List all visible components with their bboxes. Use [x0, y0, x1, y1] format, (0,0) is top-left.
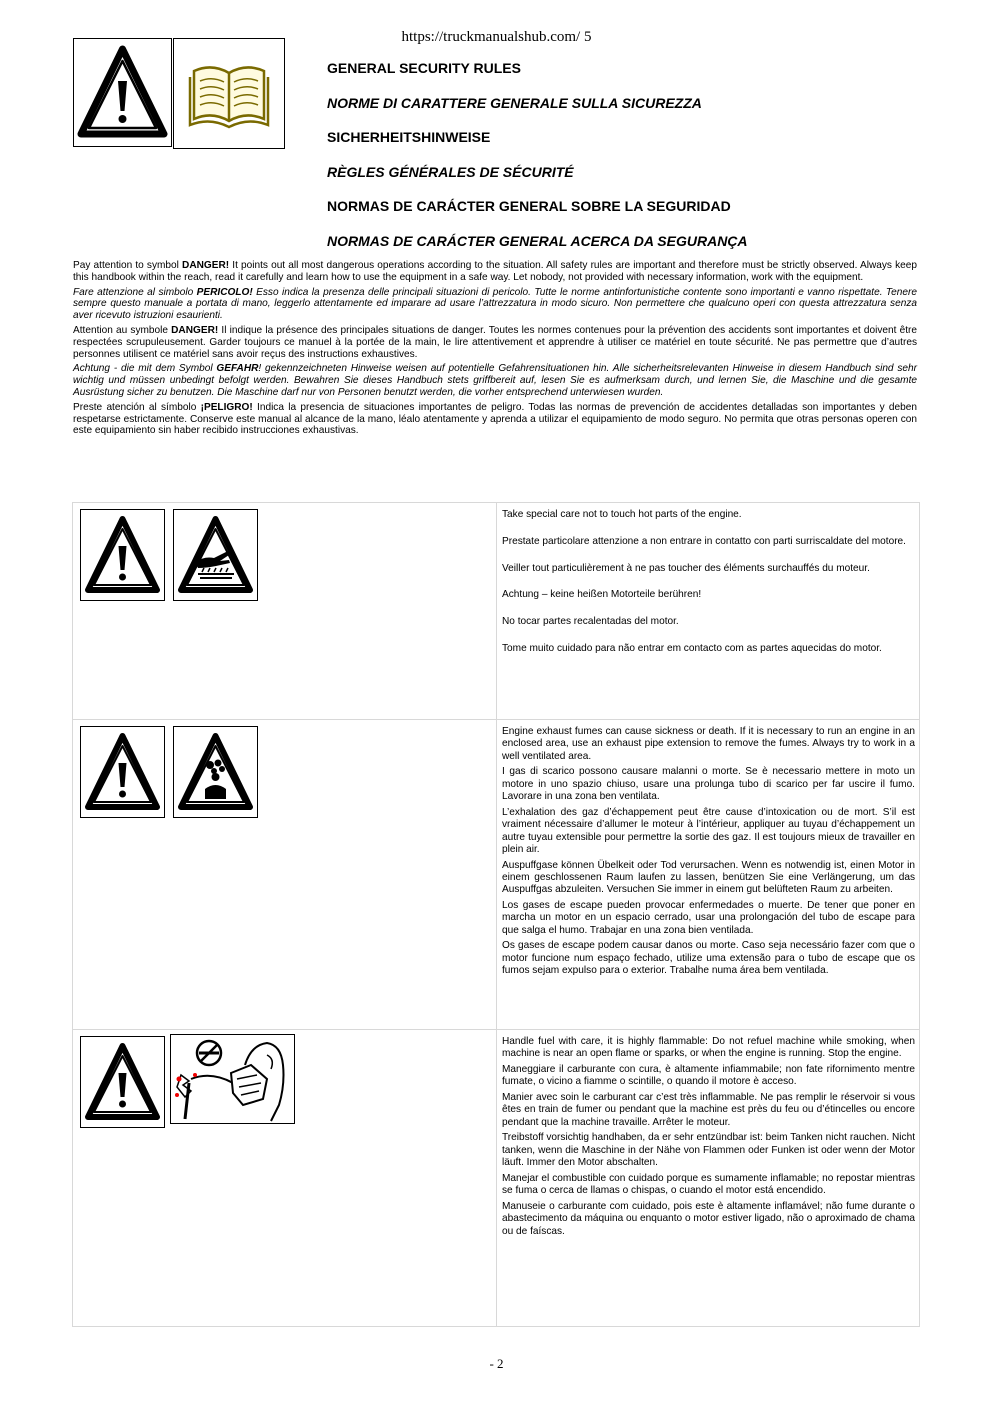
table-row — [73, 1030, 919, 1326]
title-en: GENERAL SECURITY RULES — [327, 60, 521, 76]
title-block — [327, 60, 748, 268]
intro-es: Preste atención al símbolo ¡PELIGRO! Indica la presencia de situaciones importantes de peligro. Todas las normas de prevención de accidentes detalladas son importantes y deben respetarse estrictamente. Conserve este manual al alcance de la mano, léalo atentamente y aprenda a utilizar el equipamiento de modo seguro. No permita que otras personas operen con este equipamiento sin haber recibido instrucciones exhaustivas. — [73, 401, 917, 437]
text-fr: Manier avec soin le carburant car c’est très inflammable. Ne pas remplir le réservoir si vous êtes en train de fumer ou pendant que la machine est près du feu ou d’étincelles ou encore pendant que la machine travaille. Arrêter le moteur. — [502, 1092, 915, 1128]
intro-fr: Attention au symbole DANGER! Il indique la présence des principales situations de danger. Toutes les normes contenues pour la prévention des accidents sont importantes et doivent être respectées scrupuleusement. Garder toujours ce manuel à la portée de la main, le lire attentivement et apprendre à utiliser ce matériel en toute sécurité. Ne pas permettre que d’autres personnes utilisent ce matériel sans avoir reçus des instructions exhaustives. — [73, 324, 917, 360]
intro-en: Pay attention to symbol DANGER! It points out all most dangerous operations according to the situation. All safety rules are important and therefore must be strictly observed. Always keep this handbook within the reach, read it carefully and learn how to use the equipment in a safe way. Let nobody, not provided with necessary information, work with the equipment. — [73, 260, 917, 283]
warning-triangle-icon — [80, 509, 165, 601]
title-it: NORME DI CARATTERE GENERALE SULLA SICUREZZA — [327, 94, 702, 111]
title-es: NORMAS DE CARÁCTER GENERAL SOBRE LA SEGURIDAD — [327, 198, 731, 215]
intro-it: Fare attenzione al simbolo PERICOLO! Esso indica la presenza delle principali situazioni di pericolo. Tutte le norme antinfortunistiche contente sono importanti e vanno rispettate. Tenere sempre questo manuale a portata di mano, leggerlo attentamente ed imparare ad usare l’attrezzatura in modo sicuro. Non permettere che qualcuno operi con questa attrezzatura senza aver ricevuto istruzioni esaurienti. — [73, 286, 917, 322]
text-de: Treibstoff vorsichtig handhaben, da er sehr entzündbar ist: beim Tanken nicht rauchen. Nicht tanken, wenn die Maschine in der Nähe von Flammen oder Funken ist oder wenn der Motor läuft. Immer den Motor abschalten. — [502, 1132, 915, 1169]
text-pt: Manuseie o carburante com cuidado, pois este è altamente inflamável; não fume durante o abastecimento da máquina ou enquanto o motor estiver ligado, não o aproximado de chama ou de faíscas. — [502, 1200, 915, 1237]
text-fr: L’exhalation des gaz d’échappement peut être cause d’intoxication ou de mort. S’il est vraiment nécessaire d’allumer le moteur à l’intérieur, appliquer au tuyau d’échappement un autre tuyau extensible pour permettre la sortie des gaz. Il est toujours mieux de travailler en plein air. — [502, 806, 915, 856]
hot-surface-icon — [173, 509, 258, 601]
row-text — [496, 503, 920, 719]
text-de: Achtung – keine heißen Motorteile berühren! — [502, 589, 702, 601]
text-pt: Os gases de escape podem causar danos ou morte. Caso seja necessário fazer com que o motor funcione num espaço fechado, utilize uma extensão para o tubo de escape que os fumos sejam expulso para o exterior. Trabalhe numa área bem ventilada. — [502, 940, 915, 977]
text-es: Los gases de escape pueden provocar enfermedades o muerte. De tener que poner en marcha un motor en un espacio cerrado, usar una prolongación del tubo de escape para que salga el humo. Trabajar en una zona bien ventilada. — [502, 900, 915, 936]
read-manual-icon — [173, 38, 285, 149]
text-en: Engine exhaust fumes can cause sickness or death. If it is necessary to run an engine in an enclosed area, use an exhaust pipe extension to remove the fumes. Always try to work in a well ventilated area. — [502, 726, 915, 762]
text-it: Prestate particolare attenzione a non entrare in contatto con parti surriscaldate del motore. — [502, 535, 906, 547]
no-smoking-refuel-icon — [170, 1034, 295, 1124]
text-en: Handle fuel with care, it is highly flammable: Do not refuel machine while smoking, when machine is near an open flame or sparks, or when the engine is running. Stop the engine. — [502, 1036, 915, 1060]
text-fr: Veiller tout particulièrement à ne pas toucher des éléments surchauffés du moteur. — [502, 562, 870, 574]
text-en: Take special care not to touch hot parts of the engine. — [502, 509, 742, 520]
intro-de: Achtung - die mit dem Symbol GEFAHR! gekennzeichneten Hinweise weisen auf potentielle Gefahrensituationen hin. Alle sicherheitsrelevanten Hinweise in diesem Handbuch sind sehr wichtig und müssen unbedingt befolgt werden. Bewahren Sie dieses Handbuch stets griffbereit auf, lesen Sie es aufmerksam durch, und lernen Sie, die Maschine und die gesamte Ausrüstung sicher zu benutzen. Die Maschine darf nur von Personen benutzt werden, die vorher entsprechend unterwiesen wurden. — [73, 363, 917, 398]
title-fr: RÈGLES GÉNÉRALES DE SÉCURITÉ — [327, 163, 574, 180]
table-row — [73, 720, 919, 1030]
warning-triangle-icon — [80, 1036, 165, 1128]
text-pt: Tome muito cuidado para não entrar em contacto com as partes aquecidas do motor. — [502, 642, 882, 654]
table-row — [73, 503, 919, 720]
row-text — [496, 1030, 920, 1326]
text-it: Maneggiare il carburante con cura, è altamente infiammabile; non fate rifornimento mentre fumate, o vicino a fiamme o scintille, o quando il motore è acceso. — [502, 1064, 915, 1088]
source-url: https://truckmanualshub.com/ 5 — [401, 29, 592, 45]
page-number: - 2 — [489, 1356, 504, 1371]
title-pt: NORMAS DE CARÁCTER GENERAL ACERCA DA SEGURANÇA — [327, 232, 748, 249]
text-de: Auspuffgase können Übelkeit oder Tod verursachen. Wenn es notwendig ist, einen Motor in einem geschlossenen Raum laufen zu lassen, benützen Sie eine Verlängerung, um das Auspuffgas abzuleiten. Versuchen Sie immer in einem gut belüfteten Raum zu arbeiten. — [502, 859, 915, 896]
text-es: Manejar el combustible con cuidado porque es sumamente inflamable; no repostar mientras se fuma o cerca de llamas o chispas, o cuando el motor está encendido. — [502, 1172, 915, 1197]
toxic-fumes-icon — [173, 726, 258, 818]
warning-triangle-icon — [73, 38, 172, 147]
warning-triangle-icon — [80, 726, 165, 818]
row-text — [496, 720, 920, 1029]
text-es: No tocar partes recalentadas del motor. — [502, 616, 679, 628]
intro-text — [73, 260, 917, 440]
title-de: SICHERHEITSHINWEISE — [327, 129, 491, 146]
safety-table — [72, 502, 920, 1327]
text-it: I gas di scarico possono causare malanni o morte. Se è necessario mettere in moto un motore in uno spazio chiuso, usare una prolunga tubo di scarico per far uscire il fumo. Lavorare in una zona ben ventilata. — [502, 766, 915, 803]
